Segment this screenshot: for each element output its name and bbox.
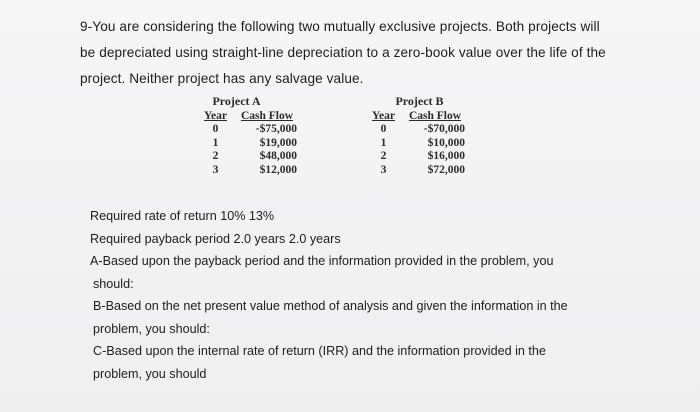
question-a-line-2: should: [93,276,134,291]
intro-line-1: 9-You are considering the following two mutually exclusive projects. Both projects will [80,19,600,34]
question-b-line-2: problem, you should: [93,321,210,336]
cash-flow-header: Cash Flow [240,110,294,122]
question-list [90,205,690,385]
question-c-line-2: problem, you should [93,366,207,381]
project-a-title: Project A [212,94,261,108]
cash-flow-cell: $72,000 [427,163,465,176]
table-header-row [200,110,303,123]
table-row [368,150,471,164]
cash-flow-cell: $19,000 [259,136,297,149]
table-header-row [368,110,471,123]
cash-flow-cell: -$75,000 [255,123,297,135]
project-b-table [368,94,471,177]
required-rate-line: Required rate of return 10% 13% [90,209,275,223]
year-cell: 1 [212,136,219,149]
table-row [200,123,303,137]
year-cell: 2 [380,150,387,162]
cash-flow-cell: -$70,000 [423,123,465,135]
year-cell: 1 [380,136,387,149]
cash-flow-cell: $12,000 [259,163,297,176]
required-payback-line: Required payback period 2.0 years 2.0 years [90,231,341,246]
year-cell: 3 [380,163,387,176]
table-row [200,164,303,178]
cash-flow-cell: $48,000 [259,150,297,162]
intro-line-3: project. Neither project has any salvage value. [80,71,364,86]
table-row [368,137,471,151]
year-cell: 2 [212,150,219,162]
cash-flow-cell: $10,000 [427,136,465,149]
table-row [200,150,303,164]
table-row [200,137,303,151]
project-a-table [200,94,303,177]
question-c-line-1: C-Based upon the internal rate of return (IRR) and the information provided in the [93,344,546,358]
project-a-cashflow-table [200,110,303,177]
question-b-line-1: B-Based on the net present value method of analysis and given the information in the [93,299,568,313]
year-cell: 3 [212,163,219,176]
year-cell: 0 [212,123,219,135]
problem-intro [80,14,680,92]
table-row [368,164,471,178]
cash-flow-header: Cash Flow [408,110,462,122]
table-row [368,123,471,137]
intro-line-2: be depreciated using straight-line depreciation to a zero-book value over the life of the [80,45,606,60]
cash-flow-cell: $16,000 [427,150,465,162]
year-cell: 0 [380,123,387,135]
project-b-cashflow-table [368,110,471,177]
question-a-line-1: A-Based upon the payback period and the information provided in the problem, you [90,254,554,268]
year-header: Year [372,110,395,122]
project-b-title: Project B [395,94,444,108]
year-header: Year [204,110,227,122]
